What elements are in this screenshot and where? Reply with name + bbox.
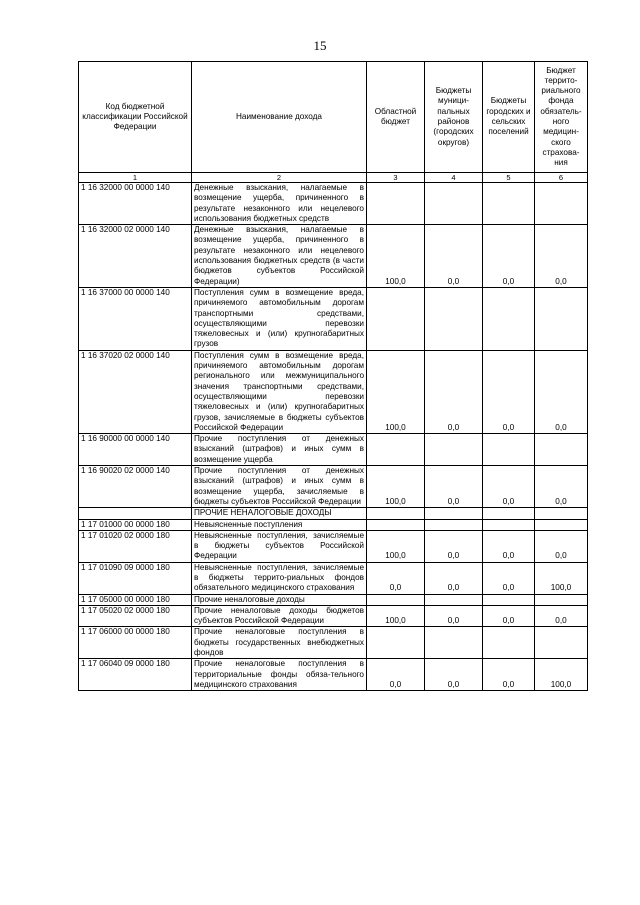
row-name: Невыясненные поступления, зачисляемые в бюджеты субъектов Российской Федерации xyxy=(192,530,367,562)
row-code: 1 17 01090 09 0000 180 xyxy=(79,562,192,594)
column-number: 5 xyxy=(483,173,535,183)
value-medical-fund: 0,0 xyxy=(535,466,588,508)
header-municipal-budgets: Бюджеты муници-пальных районов (городских округов) xyxy=(425,62,483,173)
column-number: 2 xyxy=(192,173,367,183)
value-regional xyxy=(367,594,425,605)
value-settlements xyxy=(483,627,535,659)
value-municipal: 0,0 xyxy=(425,350,483,433)
value-municipal xyxy=(425,183,483,225)
row-name: Невыясненные поступления xyxy=(192,519,367,530)
column-number: 6 xyxy=(535,173,588,183)
value-settlements: 0,0 xyxy=(483,562,535,594)
table-row xyxy=(79,562,588,594)
value-settlements: 0,0 xyxy=(483,466,535,508)
value-municipal xyxy=(425,627,483,659)
column-number: 3 xyxy=(367,173,425,183)
value-regional xyxy=(367,183,425,225)
row-name: Поступления сумм в возмещение вреда, причиняемого автомобильным дорогам транспортными средствами, осуществляющими перевозки тяжеловесных и (или) крупногабаритных грузов xyxy=(192,287,367,350)
table-row xyxy=(79,466,588,508)
value-settlements: 0,0 xyxy=(483,659,535,691)
row-name: Денежные взыскания, налагаемые в возмещение ущерба, причиненного в результате незаконного или нецелевого использования бюджетных средств (в части бюджетов субъектов Российской Федерации) xyxy=(192,225,367,288)
value-medical-fund xyxy=(535,183,588,225)
page-number: 15 xyxy=(313,38,327,53)
value-medical-fund: 0,0 xyxy=(535,605,588,627)
header-regional-budget: Областной бюджет xyxy=(367,62,425,173)
row-code: 1 16 37020 02 0000 140 xyxy=(79,350,192,433)
table-row xyxy=(79,287,588,350)
value-regional: 100,0 xyxy=(367,350,425,433)
value-medical-fund xyxy=(535,519,588,530)
value-medical-fund: 0,0 xyxy=(535,225,588,288)
table-row xyxy=(79,508,588,519)
table-row xyxy=(79,594,588,605)
value-municipal: 0,0 xyxy=(425,225,483,288)
header-name: Наименование дохода xyxy=(192,62,367,173)
table-row xyxy=(79,183,588,225)
value-settlements xyxy=(483,519,535,530)
header-code: Код бюджетной классификации Российской Федерации xyxy=(79,62,192,173)
value-settlements: 0,0 xyxy=(483,605,535,627)
table-row xyxy=(79,350,588,433)
value-municipal xyxy=(425,287,483,350)
header-medical-fund: Бюджет террито-риального фонда обязатель-ного медицин-ского страхова-ния xyxy=(535,62,588,173)
table-body xyxy=(79,183,588,691)
value-medical-fund xyxy=(535,508,588,519)
value-municipal xyxy=(425,594,483,605)
row-name: Денежные взыскания, налагаемые в возмещение ущерба, причиненного в результате незаконного или нецелевого использования бюджетных средств xyxy=(192,183,367,225)
value-municipal: 0,0 xyxy=(425,659,483,691)
value-medical-fund: 0,0 xyxy=(535,530,588,562)
value-municipal xyxy=(425,434,483,466)
value-regional: 0,0 xyxy=(367,562,425,594)
value-regional: 100,0 xyxy=(367,530,425,562)
row-code: 1 17 05000 00 0000 180 xyxy=(79,594,192,605)
value-municipal xyxy=(425,519,483,530)
row-code: 1 17 05020 02 0000 180 xyxy=(79,605,192,627)
value-medical-fund xyxy=(535,434,588,466)
row-code xyxy=(79,508,192,519)
table-row xyxy=(79,519,588,530)
row-name: Прочие неналоговые доходы xyxy=(192,594,367,605)
value-municipal: 0,0 xyxy=(425,562,483,594)
value-regional xyxy=(367,287,425,350)
row-name: Поступления сумм в возмещение вреда, причиняемого автомобильным дорогам регионального или межмуниципального значения транспортными средствами, осуществляющими перевозки тяжеловесных и (или) крупногабаритных грузов, зачисляемые в бюджеты субъектов Российской Федерации xyxy=(192,350,367,433)
table-row xyxy=(79,605,588,627)
row-code: 1 16 32000 00 0000 140 xyxy=(79,183,192,225)
row-name: Прочие неналоговые поступления в территориальные фонды обяза-тельного медицинского страхования xyxy=(192,659,367,691)
table-row xyxy=(79,434,588,466)
row-code: 1 17 06040 09 0000 180 xyxy=(79,659,192,691)
row-code: 1 16 32000 02 0000 140 xyxy=(79,225,192,288)
value-municipal: 0,0 xyxy=(425,530,483,562)
row-code: 1 16 90020 02 0000 140 xyxy=(79,466,192,508)
row-code: 1 17 06000 00 0000 180 xyxy=(79,627,192,659)
value-settlements: 0,0 xyxy=(483,225,535,288)
row-code: 1 17 01000 00 0000 180 xyxy=(79,519,192,530)
row-code: 1 17 01020 02 0000 180 xyxy=(79,530,192,562)
value-settlements: 0,0 xyxy=(483,350,535,433)
value-settlements xyxy=(483,434,535,466)
column-number: 1 xyxy=(79,173,192,183)
table-row xyxy=(79,225,588,288)
value-regional: 100,0 xyxy=(367,225,425,288)
header-settlement-budgets: Бюджеты городских и сельских поселений xyxy=(483,62,535,173)
table-row xyxy=(79,659,588,691)
section-heading: ПРОЧИЕ НЕНАЛОГОВЫЕ ДОХОДЫ xyxy=(192,508,367,519)
value-medical-fund: 100,0 xyxy=(535,659,588,691)
value-settlements xyxy=(483,508,535,519)
value-regional xyxy=(367,627,425,659)
row-name: Прочие поступления от денежных взысканий (штрафов) и иных сумм в возмещение ущерба xyxy=(192,434,367,466)
revenue-table xyxy=(78,61,588,691)
value-regional: 0,0 xyxy=(367,659,425,691)
value-municipal: 0,0 xyxy=(425,466,483,508)
table-row xyxy=(79,627,588,659)
value-settlements: 0,0 xyxy=(483,530,535,562)
row-name: Прочие поступления от денежных взысканий (штрафов) и иных сумм в возмещение ущерба, зачисляемые в бюджеты субъектов Российской Федерации xyxy=(192,466,367,508)
value-medical-fund: 100,0 xyxy=(535,562,588,594)
value-regional xyxy=(367,508,425,519)
row-name: Прочие неналоговые поступления в бюджеты государственных внебюджетных фондов xyxy=(192,627,367,659)
row-code: 1 16 37000 00 0000 140 xyxy=(79,287,192,350)
column-number-row xyxy=(79,173,588,183)
header-row xyxy=(79,62,588,173)
value-regional: 100,0 xyxy=(367,466,425,508)
value-medical-fund xyxy=(535,287,588,350)
value-regional xyxy=(367,434,425,466)
column-number: 4 xyxy=(425,173,483,183)
value-municipal: 0,0 xyxy=(425,605,483,627)
value-regional xyxy=(367,519,425,530)
row-code: 1 16 90000 00 0000 140 xyxy=(79,434,192,466)
value-settlements xyxy=(483,287,535,350)
value-medical-fund: 0,0 xyxy=(535,350,588,433)
row-name: Прочие неналоговые доходы бюджетов субъектов Российской Федерации xyxy=(192,605,367,627)
table-row xyxy=(79,530,588,562)
value-medical-fund xyxy=(535,627,588,659)
value-settlements xyxy=(483,183,535,225)
value-settlements xyxy=(483,594,535,605)
row-name: Невыясненные поступления, зачисляемые в бюджеты террито-риальных фондов обязательного медицинского страхования xyxy=(192,562,367,594)
value-medical-fund xyxy=(535,594,588,605)
value-regional: 100,0 xyxy=(367,605,425,627)
value-municipal xyxy=(425,508,483,519)
